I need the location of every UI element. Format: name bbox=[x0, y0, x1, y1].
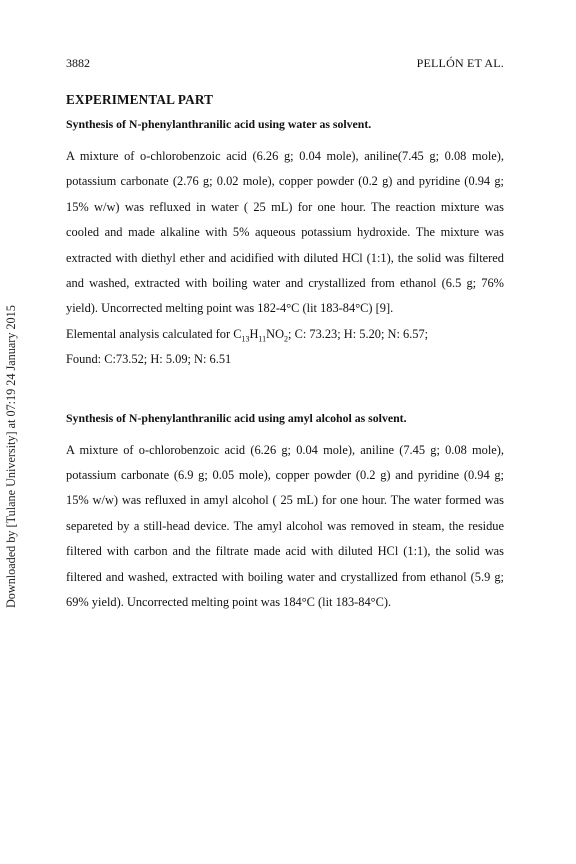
download-watermark-text: Downloaded by [Tulane University] at 07:19 24 January 2015 bbox=[4, 305, 18, 608]
subsection-heading-amyl-alcohol: Synthesis of N-phenylanthranilic acid using amyl alcohol as solvent. bbox=[66, 410, 407, 425]
article-body bbox=[66, 92, 504, 616]
download-watermark bbox=[4, 268, 24, 608]
analysis-prefix: Elemental analysis calculated for C bbox=[66, 326, 242, 341]
elemental-analysis bbox=[66, 322, 504, 347]
formula-no-label: NO bbox=[266, 326, 285, 341]
subsection-heading-water: Synthesis of N-phenylanthranilic acid using water as solvent. bbox=[66, 117, 372, 131]
page-header bbox=[66, 56, 504, 72]
found-values: Found: C:73.52; H: 5.09; N: 6.51 bbox=[66, 352, 232, 367]
formula-o-count: 2 bbox=[284, 334, 289, 344]
running-head: PELLÓN ET AL. bbox=[416, 56, 504, 70]
section-title: EXPERIMENTAL PART bbox=[66, 92, 214, 107]
analysis-values: ; C: 73.23; H: 5.20; N: 6.57; bbox=[288, 326, 429, 341]
procedure-paragraph-water: A mixture of o-chlorobenzoic acid (6.26 g; 0.04 mole), aniline(7.45 g; 0.08 mole), potassium carbonate (2.76 g; 0.02 mole), copper powder (0.2 g) and pyridine (0.94 g; 15% w/w) was refluxed in water ( 25 mL) for one hour. The reaction mixture was cooled and made alkaline with 5% aqueous potassium hydroxide. The mixture was extracted with diethyl ether and acidified with diluted HCl (1:1), the solid was filtered and washed, extracted with boiling water and crystallized from ethanol (6.5 g; 76% yield). Uncorrected melting point was 182-4°C (lit 183-84°C) [9]. bbox=[66, 149, 504, 316]
section-spacer bbox=[66, 373, 504, 411]
formula-c-count: 13 bbox=[241, 334, 250, 344]
formula-h-label: H bbox=[249, 326, 259, 341]
procedure-paragraph-amyl-alcohol: A mixture of o-chlorobenzoic acid (6.26 g; 0.04 mole), aniline (7.45 g; 0.08 mole), potassium carbonate (6.9 g; 0.05 mole), copper powder (0.2 g) and pyridine (0.94 g; 15% w/w) was refluxed in amyl alcohol ( 25 mL) for one hour. The water formed was separeted by a still-head device. The amyl alcohol was removed in steam, the residue filtered with carbon and the filtrate made acid with diluted HCl (1:1), the solid was filtered and washed, extracted with boiling water and crystallized from ethanol (5.9 g; 69% yield). Uncorrected melting point was 184°C (lit 183-84°C). bbox=[66, 442, 504, 610]
formula-h-count: 11 bbox=[258, 334, 267, 344]
page-number: 3882 bbox=[66, 56, 90, 70]
